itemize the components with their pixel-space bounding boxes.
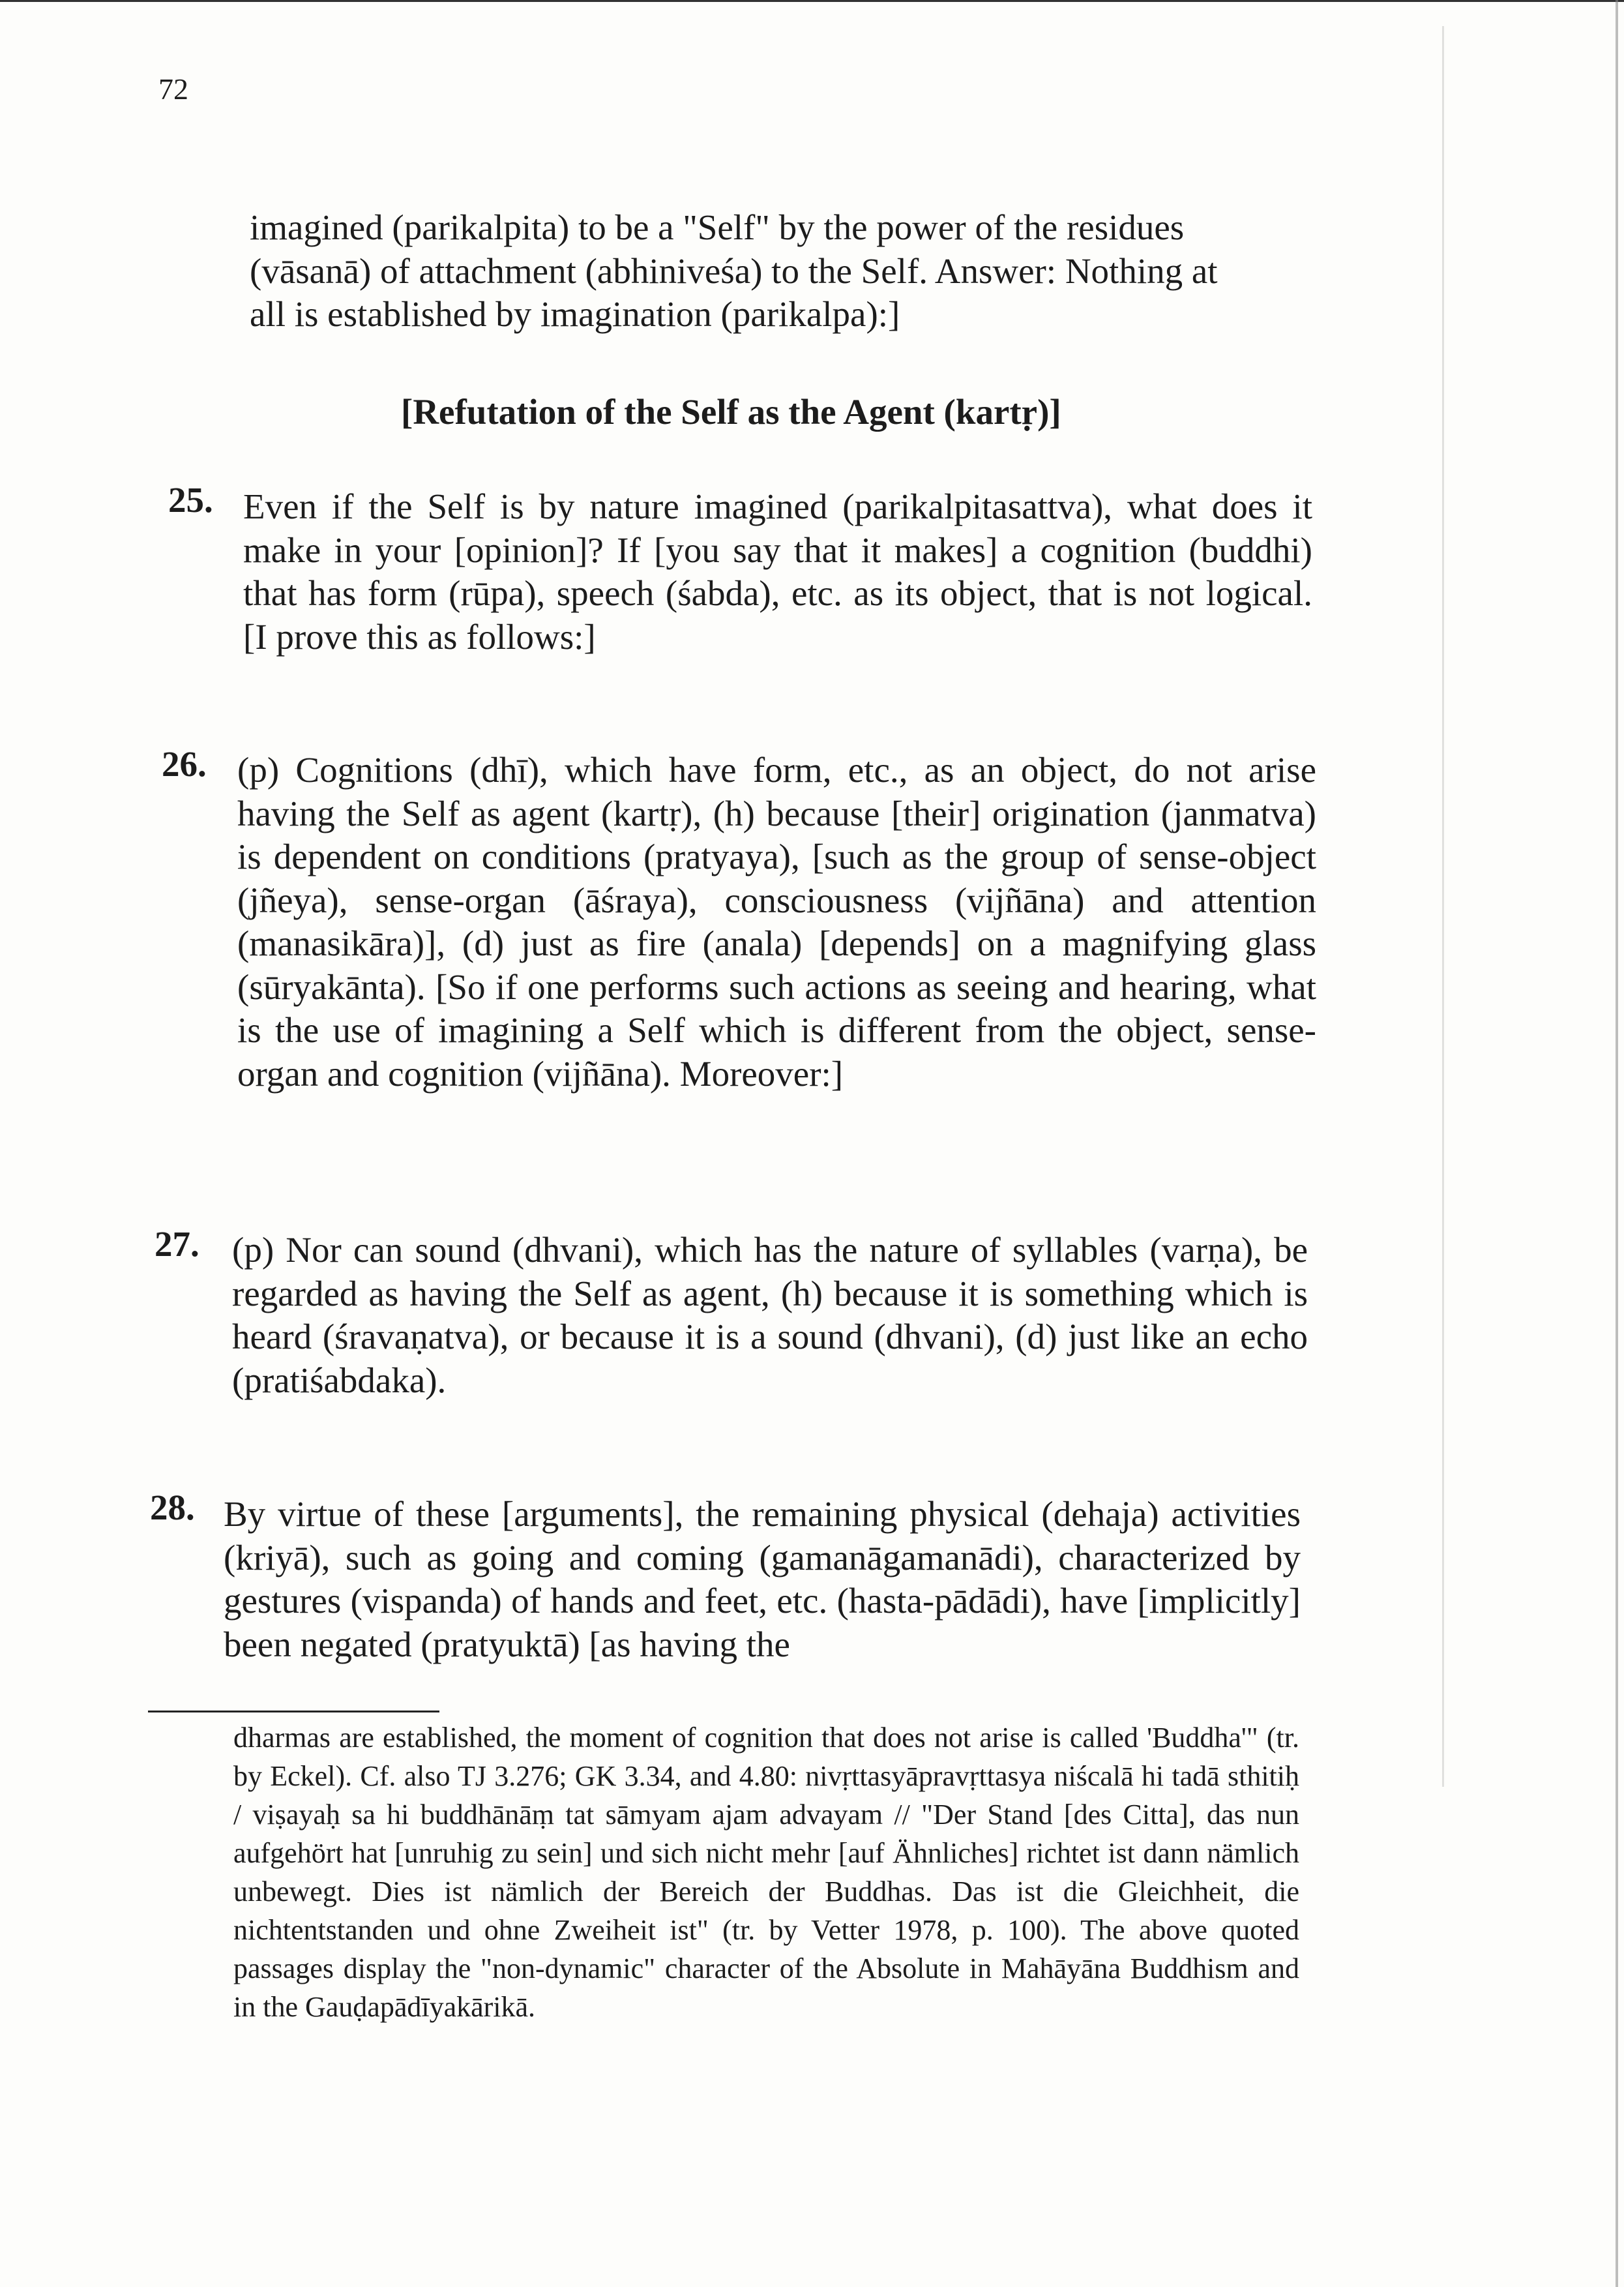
verse-number: 27. <box>155 1224 199 1264</box>
scan-artifact-line <box>1442 26 1444 1787</box>
verse-25-text: Even if the Self is by nature imagined (parikalpitasattva), what does it make in your [opinion]? If [you say that it makes] a cognition (buddhi) that has form (rūpa), speech (śabda), etc. as its object, that is not logical. [I prove this as follows:] <box>243 486 1312 657</box>
verse-26-text: (p) Cognitions (dhī), which have form, etc., as an object, do not arise having the Self as agent (kartṛ), (h) because [their] origination (janmatva) is dependent on conditions (pratyaya), [such as the group of sense-object (jñeya), sense-organ (āśraya), consciousness (vijñāna) and attention (manasikāra)], (d) just as fire (anala) [depends] on a magnifying glass (sūryakānta). [So if one performs such actions as seeing and hearing, what is the use of imagining a Self which is different from the object, sense-organ and cognition (vijñāna). Moreover:] <box>237 750 1316 1094</box>
intro-paragraph <box>250 206 1316 336</box>
intro-line: (vāsanā) of attachment (abhiniveśa) to the Self. Answer: Nothing at <box>250 250 1218 291</box>
right-page-edge <box>1616 0 1618 2287</box>
top-edge-line <box>0 0 1624 2</box>
verse-27-text: (p) Nor can sound (dhvani), which has the nature of syllables (varṇa), be regarded as having the Self as agent, (h) because it is something which is heard (śravaṇatva), or because it is a sound (dhvani), (d) just like an echo (pratiśabdaka). <box>232 1230 1308 1400</box>
verse-28-text: By virtue of these [arguments], the remaining physical (dehaja) activities (kriyā), such as going and coming (gamanāgamanādi), characterized by gestures (vispanda) of hands and feet, etc. (hasta-pādādi), have [implicitly] been negated (pratyuktā) [as having the <box>224 1494 1301 1664</box>
verse-number: 28. <box>150 1487 195 1527</box>
footnote-separator <box>148 1711 439 1712</box>
intro-line: imagined (parikalpita) to be a "Self" by the power of the residues <box>250 207 1185 247</box>
page-number: 72 <box>158 72 188 106</box>
verse-number: 25. <box>168 480 213 520</box>
intro-line: all is established by imagination (parikalpa):] <box>250 294 900 334</box>
footnote: dharmas are established, the moment of cognition that does not arise is called 'Buddha'" (tr. by Eckel). Cf. also TJ 3.276; GK 3.34, and 4.80: nivṛttasyāpravṛttasya niścalā hi tadā sthitiḥ / viṣayaḥ sa hi buddhānāṃ tat sāmyam ajam advayam // "Der Stand [des Citta], das nun aufgehört hat [unruhig zu sein] und sich nicht mehr [auf Ähnliches] richtet ist dann nämlich unbewegt. Dies ist nämlich der Bereich der Buddhas. Das ist die Gleichheit, die nichtentstanden und ohne Zweiheit ist" (tr. by Vetter 1978, p. 100). The above quoted passages display the "non-dynamic" character of the Absolute in Mahāyāna Buddhism and in the Gauḍapādīyakārikā. <box>233 1722 1299 2023</box>
verse-number: 26. <box>162 744 207 784</box>
section-heading: [Refutation of the Self as the Agent (kartṛ)] <box>401 392 1061 432</box>
